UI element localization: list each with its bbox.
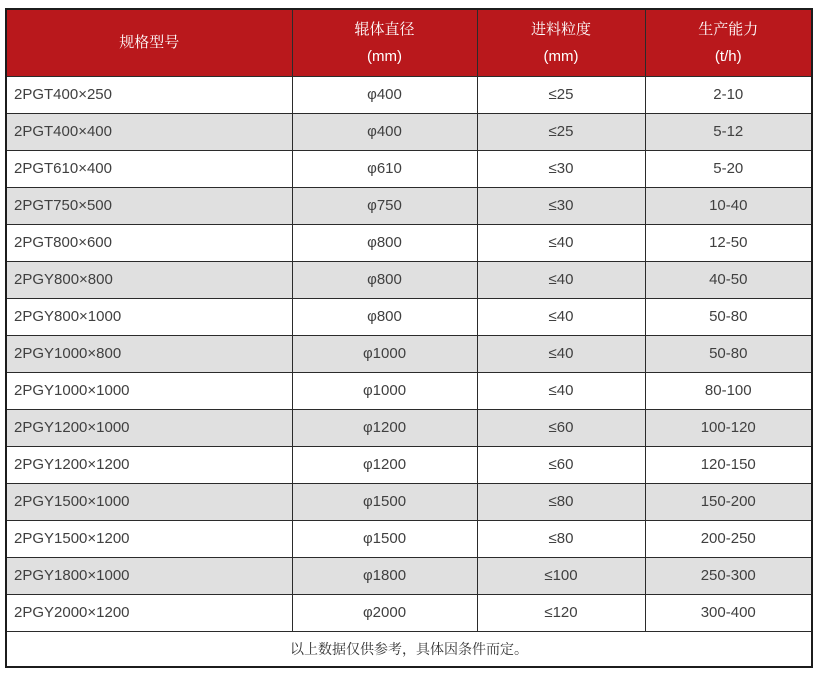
table-row	[6, 187, 812, 224]
col-header-capacity-unit: (t/h)	[714, 47, 742, 65]
cell-feed-size: ≤25	[477, 113, 645, 150]
cell-diameter: φ1500	[292, 483, 477, 520]
cell-feed-size: ≤25	[477, 76, 645, 113]
table-row	[6, 224, 812, 261]
cell-model: 2PGY1500×1000	[6, 483, 292, 520]
cell-diameter: φ2000	[292, 594, 477, 631]
spec-table-foot	[6, 631, 812, 667]
cell-diameter: φ750	[292, 187, 477, 224]
col-header-model-title: 规格型号	[119, 34, 180, 52]
cell-model: 2PGT750×500	[6, 187, 292, 224]
cell-feed-size: ≤30	[477, 150, 645, 187]
cell-capacity: 5-20	[645, 150, 812, 187]
cell-model: 2PGY1500×1200	[6, 520, 292, 557]
col-header-diameter-unit: (mm)	[367, 47, 402, 65]
cell-diameter: φ1000	[292, 335, 477, 372]
table-row	[6, 76, 812, 113]
cell-capacity: 5-12	[645, 113, 812, 150]
cell-model: 2PGT400×250	[6, 76, 292, 113]
cell-feed-size: ≤80	[477, 483, 645, 520]
col-header-feed-size	[477, 9, 645, 76]
cell-diameter: φ1000	[292, 372, 477, 409]
table-row	[6, 150, 812, 187]
cell-feed-size: ≤100	[477, 557, 645, 594]
cell-diameter: φ1800	[292, 557, 477, 594]
footnote-text: 以上数据仅供参考，具体因条件而定。	[6, 631, 812, 667]
cell-diameter: φ400	[292, 113, 477, 150]
cell-capacity: 150-200	[645, 483, 812, 520]
cell-feed-size: ≤30	[477, 187, 645, 224]
cell-feed-size: ≤40	[477, 372, 645, 409]
cell-model: 2PGY1000×1000	[6, 372, 292, 409]
cell-capacity: 12-50	[645, 224, 812, 261]
col-header-model	[6, 9, 292, 76]
cell-capacity: 2-10	[645, 76, 812, 113]
col-header-feed-size-title: 进料粒度	[530, 20, 591, 38]
col-header-diameter-title: 辊体直径	[354, 20, 415, 38]
cell-capacity: 100-120	[645, 409, 812, 446]
table-row	[6, 335, 812, 372]
cell-feed-size: ≤40	[477, 298, 645, 335]
table-row	[6, 113, 812, 150]
cell-model: 2PGY1200×1000	[6, 409, 292, 446]
cell-capacity: 50-80	[645, 298, 812, 335]
table-row	[6, 261, 812, 298]
cell-model: 2PGT400×400	[6, 113, 292, 150]
col-header-capacity	[645, 9, 812, 76]
cell-diameter: φ610	[292, 150, 477, 187]
cell-model: 2PGY800×800	[6, 261, 292, 298]
cell-diameter: φ400	[292, 76, 477, 113]
cell-model: 2PGY2000×1200	[6, 594, 292, 631]
spec-table	[5, 8, 813, 668]
cell-capacity: 300-400	[645, 594, 812, 631]
col-header-capacity-title: 生产能力	[698, 20, 759, 38]
header-row	[6, 9, 812, 76]
cell-diameter: φ800	[292, 298, 477, 335]
cell-feed-size: ≤80	[477, 520, 645, 557]
cell-feed-size: ≤60	[477, 446, 645, 483]
cell-capacity: 40-50	[645, 261, 812, 298]
cell-model: 2PGT610×400	[6, 150, 292, 187]
cell-diameter: φ1500	[292, 520, 477, 557]
cell-capacity: 80-100	[645, 372, 812, 409]
cell-capacity: 10-40	[645, 187, 812, 224]
cell-capacity: 120-150	[645, 446, 812, 483]
footnote-row	[6, 631, 812, 667]
spec-table-header	[6, 9, 812, 76]
cell-capacity: 200-250	[645, 520, 812, 557]
table-row	[6, 409, 812, 446]
table-row	[6, 298, 812, 335]
cell-model: 2PGY800×1000	[6, 298, 292, 335]
table-row	[6, 520, 812, 557]
cell-feed-size: ≤40	[477, 224, 645, 261]
table-row	[6, 594, 812, 631]
cell-model: 2PGY1200×1200	[6, 446, 292, 483]
table-row	[6, 557, 812, 594]
cell-feed-size: ≤120	[477, 594, 645, 631]
table-row	[6, 446, 812, 483]
table-row	[6, 372, 812, 409]
cell-feed-size: ≤60	[477, 409, 645, 446]
cell-model: 2PGY1000×800	[6, 335, 292, 372]
cell-model: 2PGT800×600	[6, 224, 292, 261]
cell-diameter: φ800	[292, 261, 477, 298]
table-row	[6, 483, 812, 520]
spec-table-body	[6, 76, 812, 631]
cell-capacity: 50-80	[645, 335, 812, 372]
cell-diameter: φ1200	[292, 409, 477, 446]
cell-diameter: φ1200	[292, 446, 477, 483]
cell-model: 2PGY1800×1000	[6, 557, 292, 594]
col-header-feed-size-unit: (mm)	[543, 47, 579, 65]
cell-feed-size: ≤40	[477, 261, 645, 298]
cell-diameter: φ800	[292, 224, 477, 261]
col-header-diameter	[292, 9, 477, 76]
cell-feed-size: ≤40	[477, 335, 645, 372]
cell-capacity: 250-300	[645, 557, 812, 594]
